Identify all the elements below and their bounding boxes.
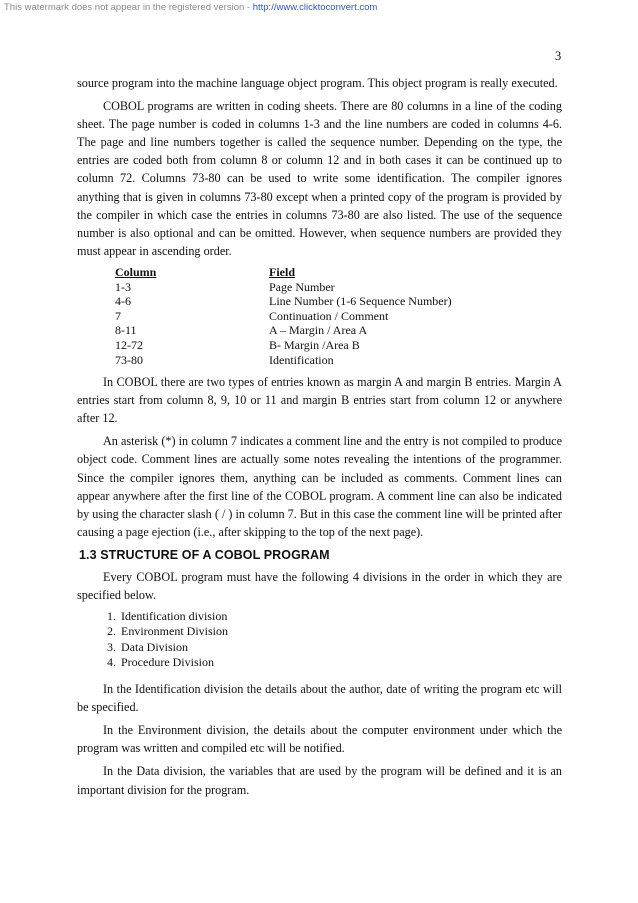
paragraph-coding-sheets: COBOL programs are written in coding sheets. There are 80 columns in a line of the coding sheet. The page number is coded in columns 1-3 and the line numbers are coded in columns 4-6. The page and line numbers together is called the sequence number. Depending on the type, the entries are coded both from column 8 or column 12 and in both cases it can be continued up to column 72. Columns 73-80 can be used to write some identification. The compiler ignores anything that is given in columns 73-80 except when a printed copy of the program is provided by the compiler in which case the entries in columns 73-80 are also listed. The use of the sequence number is also optional and can be omitted. However, when sequence numbers are provided they must appear in ascending order. — [77, 99, 562, 258]
table-cell-field: Identification — [269, 352, 334, 367]
divisions-list — [77, 609, 562, 670]
paragraph-environment: In the Environment division, the details about the computer environment under which the program was written and compiled etc will be notified. — [77, 723, 562, 756]
table-row — [115, 294, 562, 309]
table-cell-column: 12-72 — [115, 337, 143, 352]
table-cell-field: A – Margin / Area A — [269, 323, 368, 338]
table-cell-field: B- Margin /Area B — [269, 337, 360, 352]
table-cell-column: 4-6 — [115, 294, 131, 309]
paragraph-margins: In COBOL there are two types of entries known as margin A and margin B entries. Margin A entries start from column 8, 9, 10 or 11 and margin B entries start from column 12 or anywhere after 12. — [77, 375, 562, 426]
table-cell-column: 8-11 — [115, 323, 137, 338]
page-content — [77, 74, 562, 804]
table-cell-field: Page Number — [269, 279, 335, 294]
table-header-row — [115, 265, 562, 280]
watermark — [4, 2, 377, 13]
section-heading: 1.3 STRUCTURE OF A COBOL PROGRAM — [79, 547, 330, 562]
paragraph-divisions-intro: Every COBOL program must have the following 4 divisions in the order in which they are specified below. — [77, 570, 562, 603]
paragraph-identification: In the Identification division the details about the author, date of writing the program etc will be specified. — [77, 682, 562, 715]
list-item: 2. Environment Division — [119, 624, 562, 639]
table-header-column: Column — [115, 264, 157, 279]
list-item: 4. Procedure Division — [119, 655, 562, 670]
table-row — [115, 280, 562, 295]
list-item: 1. Identification division — [119, 609, 562, 624]
table-cell-column: 7 — [115, 308, 121, 323]
paragraph-comments: An asterisk (*) in column 7 indicates a comment line and the entry is not compiled to produce object code. Comment lines are actually some notes revealing the intentions of the programmer. Since the compiler ignores them, anything can be included as comments. Comment lines can appear anywhere after the first line of the COBOL program. A comment line can also be indicated by using the character slash ( / ) in column 7. But in this case the comment line will be printed after causing a page ejection (i.e., after skipping to the top of the next page). — [77, 434, 562, 539]
watermark-link[interactable]: http://www.clicktoconvert.com — [252, 2, 378, 13]
watermark-text: This watermark does not appear in the registered version - — [4, 2, 253, 13]
table-cell-column: 73-80 — [115, 352, 143, 367]
list-item: 3. Data Division — [119, 640, 562, 655]
table-cell-field: Continuation / Comment — [269, 308, 389, 323]
column-field-table — [115, 265, 562, 367]
table-row — [115, 323, 562, 338]
table-row — [115, 338, 562, 353]
table-row — [115, 353, 562, 368]
paragraph-intro: source program into the machine language object program. This object program is really executed. — [77, 76, 558, 90]
paragraph-data: In the Data division, the variables that are used by the program will be defined and it is an important division for the program. — [77, 764, 562, 797]
table-cell-column: 1-3 — [115, 279, 131, 294]
page-number: 3 — [555, 49, 562, 63]
table-header-field: Field — [269, 264, 295, 279]
table-cell-field: Line Number (1-6 Sequence Number) — [269, 294, 452, 309]
table-row — [115, 309, 562, 324]
